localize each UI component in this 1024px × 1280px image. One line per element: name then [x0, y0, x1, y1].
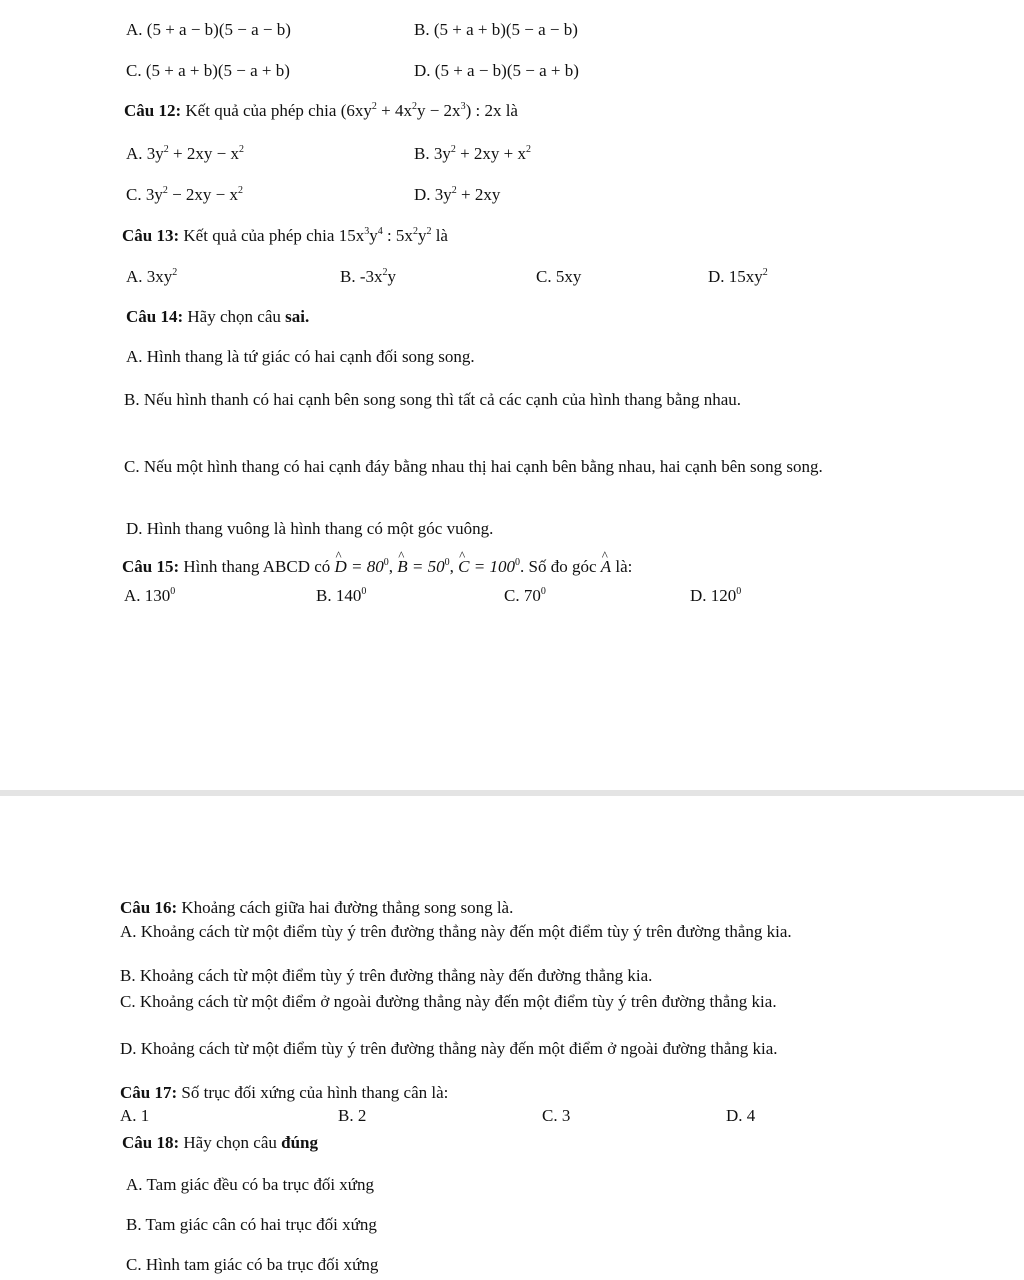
q16-option-c: C. Khoảng cách từ một điểm ở ngoài đường thẳng này đến một điểm tùy ý trên đường thẳng kia.: [120, 992, 777, 1011]
q14-option-a: A. Hình thang là tứ giác có hai cạnh đối song song.: [126, 347, 475, 366]
q16-option-d: D. Khoảng cách từ một điểm tùy ý trên đường thẳng này đến một điểm ở ngoài đường thẳng kia.: [120, 1039, 778, 1058]
page-divider: [0, 790, 1024, 796]
q16-stem: [120, 898, 513, 918]
q17-option-c: C. 3: [542, 1106, 571, 1125]
q16-text: Khoảng cách giữa hai đường thẳng song song là.: [181, 898, 514, 917]
q18-label: Câu 18:: [122, 1133, 180, 1152]
q15-label: Câu 15:: [122, 557, 180, 576]
q18-bold-word: đúng: [281, 1133, 318, 1152]
q12-option-c: C. $3y^2 - 2xy - x^2$: [126, 185, 244, 204]
q18-option-c: C. Hình tam giác có ba trục đối xứng: [126, 1255, 379, 1274]
q13-option-a: A. $3xy^2$: [126, 267, 178, 286]
q15-option-a: A. $130^0$: [124, 586, 176, 605]
q15-option-c: C. $70^0$: [504, 586, 546, 605]
q11-option-c: C. (5 + a + b)(5 − a + b): [126, 61, 290, 80]
q15-angles: ^ $D = 80^0$, ^ $B = 50^0$, ^ $C = 100^0$: [335, 557, 520, 576]
q17-text: Số trục đối xứng của hình thang cân là:: [181, 1083, 449, 1102]
q12-option-a: A. $3y^2 + 2xy - x^2$: [126, 144, 244, 163]
q12-option-b: B. $3y^2 + 2xy + x^2$: [414, 144, 532, 163]
q14-stem: [126, 307, 309, 327]
q13-option-c: C. 5xy: [536, 267, 582, 286]
q16-option-b: B. Khoảng cách từ một điểm tùy ý trên đường thẳng này đến đường thẳng kia.: [120, 966, 653, 985]
q15-text: Hình thang ABCD có: [183, 557, 331, 576]
q12-text: Kết quả của phép chia: [185, 101, 337, 120]
q13-expression: $15x^3y^4$ : $5x^2y^2$ là: [338, 226, 448, 245]
q11-option-d: D. (5 + a − b)(5 − a + b): [414, 61, 579, 80]
q12-stem: [124, 101, 518, 121]
q14-option-b: B. Nếu hình thanh có hai cạnh bên song song thì tất cả các cạnh của hình thang bằng nhau.: [124, 390, 742, 409]
q13-text: Kết quả của phép chia: [183, 226, 335, 245]
q14-label: Câu 14:: [126, 307, 184, 326]
q18-stem: [122, 1133, 318, 1153]
q17-option-a: A. 1: [120, 1106, 150, 1125]
q14-option-c: C. Nếu một hình thang có hai cạnh đáy bằng nhau thị hai cạnh bên bằng nhau, hai cạnh bên song song.: [124, 457, 823, 476]
q17-label: Câu 17:: [120, 1083, 178, 1102]
q11-option-a: A. (5 + a − b)(5 − a − b): [126, 20, 291, 39]
q17-stem: [120, 1083, 448, 1103]
q12-option-d: D. $3y^2 + 2xy$: [414, 185, 501, 204]
q11-option-b: B. (5 + a + b)(5 − a − b): [414, 20, 578, 39]
q15-angle-a: ^ A: [601, 557, 611, 577]
q14-option-d: D. Hình thang vuông là hình thang có một góc vuông.: [126, 519, 494, 538]
q13-option-b: B. $-3x^2y$: [340, 267, 396, 286]
q13-label: Câu 13:: [122, 226, 180, 245]
q15-option-b: B. $140^0$: [316, 586, 367, 605]
q15-option-d: D. $120^0$: [690, 586, 742, 605]
q12-expression: $(6xy^2 + 4x^2y - 2x^3)$ : 2x là: [340, 101, 518, 120]
q17-option-b: B. 2: [338, 1106, 367, 1125]
q18-option-a: A. Tam giác đều có ba trục đối xứng: [126, 1175, 375, 1194]
q17-option-d: D. 4: [726, 1106, 756, 1125]
q18-text: Hãy chọn câu: [183, 1133, 277, 1152]
q13-option-d: D. $15xy^2$: [708, 267, 768, 286]
q14-bold-word: sai.: [285, 307, 310, 326]
q16-option-a: A. Khoảng cách từ một điểm tùy ý trên đường thẳng này đến một điểm tùy ý trên đường thẳng kia.: [120, 922, 792, 941]
q12-label: Câu 12:: [124, 101, 182, 120]
q13-stem: [122, 226, 448, 246]
q15-stem: Câu 15: Hình thang ABCD có ^ $D = 80^0$, ^ $B = 50^0$, ^ $C = 100^0$. Số đo góc ^ A là:: [122, 557, 632, 577]
q18-option-b: B. Tam giác cân có hai trục đối xứng: [126, 1215, 377, 1234]
q16-label: Câu 16:: [120, 898, 178, 917]
q14-text: Hãy chọn câu: [187, 307, 281, 326]
